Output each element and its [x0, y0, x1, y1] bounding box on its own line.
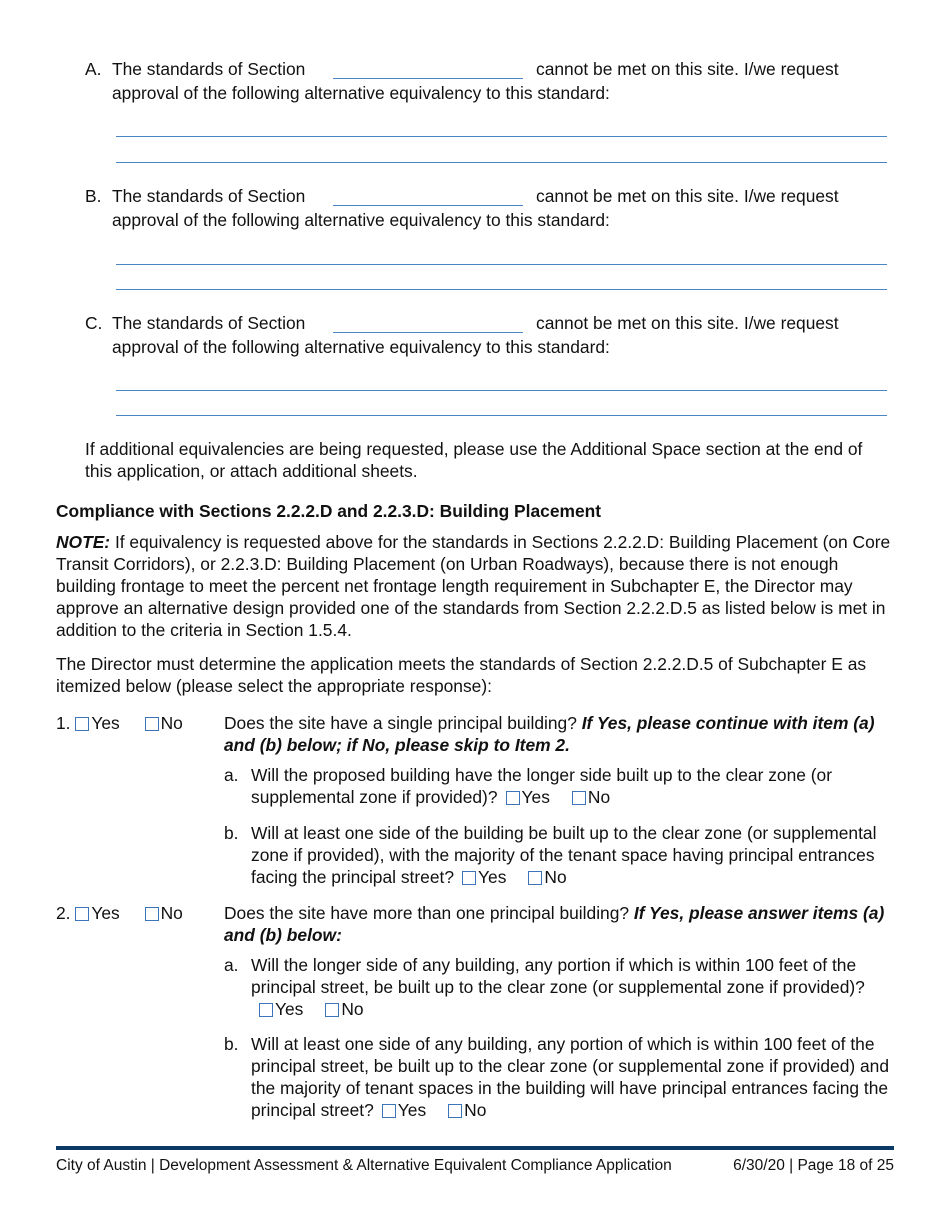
question-1-answers	[56, 712, 183, 734]
sub-letter: b.	[224, 1034, 239, 1054]
question-number: 2.	[56, 903, 71, 923]
section-heading: Compliance with Sections 2.2.2.D and 2.2.3.D: Building Placement	[56, 501, 602, 521]
yes-label: Yes	[275, 999, 304, 1019]
question-2-yes-checkbox[interactable]	[75, 907, 89, 921]
no-label: No	[160, 903, 183, 923]
equivalency-answer-line[interactable]	[116, 162, 887, 163]
question-1a-no-checkbox[interactable]	[572, 791, 586, 805]
section-number-field[interactable]	[333, 205, 523, 206]
alternative-text-start: The standards of Section	[112, 59, 306, 79]
question-text: Does the site have a single principal building?	[224, 713, 582, 733]
note-paragraph	[56, 531, 896, 641]
sub-letter: a.	[224, 955, 239, 975]
note-label: NOTE:	[56, 532, 111, 552]
question-2-text	[224, 902, 904, 946]
alternative-letter: B.	[85, 186, 102, 206]
question-1a-yes-checkbox[interactable]	[506, 791, 520, 805]
no-label: No	[464, 1100, 487, 1120]
footer-document-title: City of Austin | Development Assessment & Alternative Equivalent Compliance Application	[56, 1157, 672, 1174]
equivalency-answer-line[interactable]	[116, 289, 887, 290]
footer-page-info: 6/30/20 | Page 18 of 25	[733, 1157, 894, 1174]
alternative-text-end: cannot be met on this site. I/we request	[536, 186, 839, 206]
alternative-text-line2: approval of the following alternative equivalency to this standard:	[112, 83, 610, 103]
alternative-letter: C.	[85, 313, 103, 333]
question-2-no-checkbox[interactable]	[145, 907, 159, 921]
yes-label: Yes	[521, 787, 550, 807]
note-text: If equivalency is requested above for the standards in Sections 2.2.2.D: Building Placement (on Core Transit Corridors), or 2.2.3.D: Building Placement (on Urban Roadways), because there is not enough building frontage to meet the percent net frontage length requirement in Subchapter E, the Director may approve an alternative design provided one of the standards from Section 2.2.2.D.5 as listed below is met in addition to the criteria in Section 1.5.4.	[56, 532, 891, 640]
sub-question-text: Will the longer side of any building, any portion if which is within 100 feet of the principal street, be built up to the clear zone (or supplemental zone if provided)?	[251, 955, 865, 997]
alternative-text-start: The standards of Section	[112, 313, 306, 333]
yes-label: Yes	[478, 867, 507, 887]
yes-label: Yes	[91, 713, 120, 733]
additional-equivalency-note: If additional equivalencies are being requested, please use the Additional Space section at the end of this application, or attach additional sheets.	[85, 439, 863, 481]
equivalency-answer-line[interactable]	[116, 390, 887, 391]
yes-label: Yes	[91, 903, 120, 923]
no-label: No	[544, 867, 567, 887]
question-text: Does the site have more than one principal building?	[224, 903, 634, 923]
footer-rule	[56, 1146, 894, 1150]
question-2-answers	[56, 902, 183, 924]
question-1b-no-checkbox[interactable]	[528, 871, 542, 885]
question-1-no-checkbox[interactable]	[145, 717, 159, 731]
alternative-text-line2: approval of the following alternative equivalency to this standard:	[112, 210, 610, 230]
alternative-text-line2: approval of the following alternative equivalency to this standard:	[112, 337, 610, 357]
no-label: No	[160, 713, 183, 733]
equivalency-answer-line[interactable]	[116, 136, 887, 137]
question-instruction: If Yes, please answer items (a) and (b) below:	[224, 903, 885, 945]
sub-letter: a.	[224, 765, 239, 785]
alternative-letter: A.	[85, 59, 102, 79]
section-number-field[interactable]	[333, 332, 523, 333]
question-1-text	[224, 712, 904, 756]
question-number: 1.	[56, 713, 71, 733]
question-2b-no-checkbox[interactable]	[448, 1104, 462, 1118]
sub-question-text: Will at least one side of the building be built up to the clear zone (or supplemental zone if provided), with the majority of the tenant space having principal entrances facing the principal street?	[251, 823, 877, 887]
question-2a-no-checkbox[interactable]	[325, 1003, 339, 1017]
question-instruction: If Yes, please continue with item (a) and (b) below; if No, please skip to Item 2.	[224, 713, 875, 755]
sub-question-text: Will the proposed building have the longer side built up to the clear zone (or supplemental zone if provided)?	[251, 765, 833, 807]
equivalency-answer-line[interactable]	[116, 264, 887, 265]
no-label: No	[587, 787, 611, 807]
alternative-text-start: The standards of Section	[112, 186, 306, 206]
question-1-yes-checkbox[interactable]	[75, 717, 89, 731]
alternative-text-end: cannot be met on this site. I/we request	[536, 313, 839, 333]
equivalency-answer-line[interactable]	[116, 415, 887, 416]
sub-letter: b.	[224, 823, 239, 843]
yes-label: Yes	[397, 1100, 427, 1120]
question-1b-yes-checkbox[interactable]	[462, 871, 476, 885]
section-number-field[interactable]	[333, 78, 523, 79]
director-paragraph: The Director must determine the application meets the standards of Section 2.2.2.D.5 of Subchapter E as itemized below (please select the appropriate response):	[56, 654, 867, 696]
sub-question-text: Will at least one side of any building, any portion of which is within 100 feet of the principal street, be built up to the clear zone (or supplemental zone if provided) and the majority of tenant spaces in the building will have principal entrances facing the principal street?	[251, 1034, 890, 1120]
alternative-text-end: cannot be met on this site. I/we request	[536, 59, 839, 79]
no-label: No	[341, 999, 364, 1019]
question-2a-yes-checkbox[interactable]	[259, 1003, 273, 1017]
question-2b-yes-checkbox[interactable]	[382, 1104, 396, 1118]
